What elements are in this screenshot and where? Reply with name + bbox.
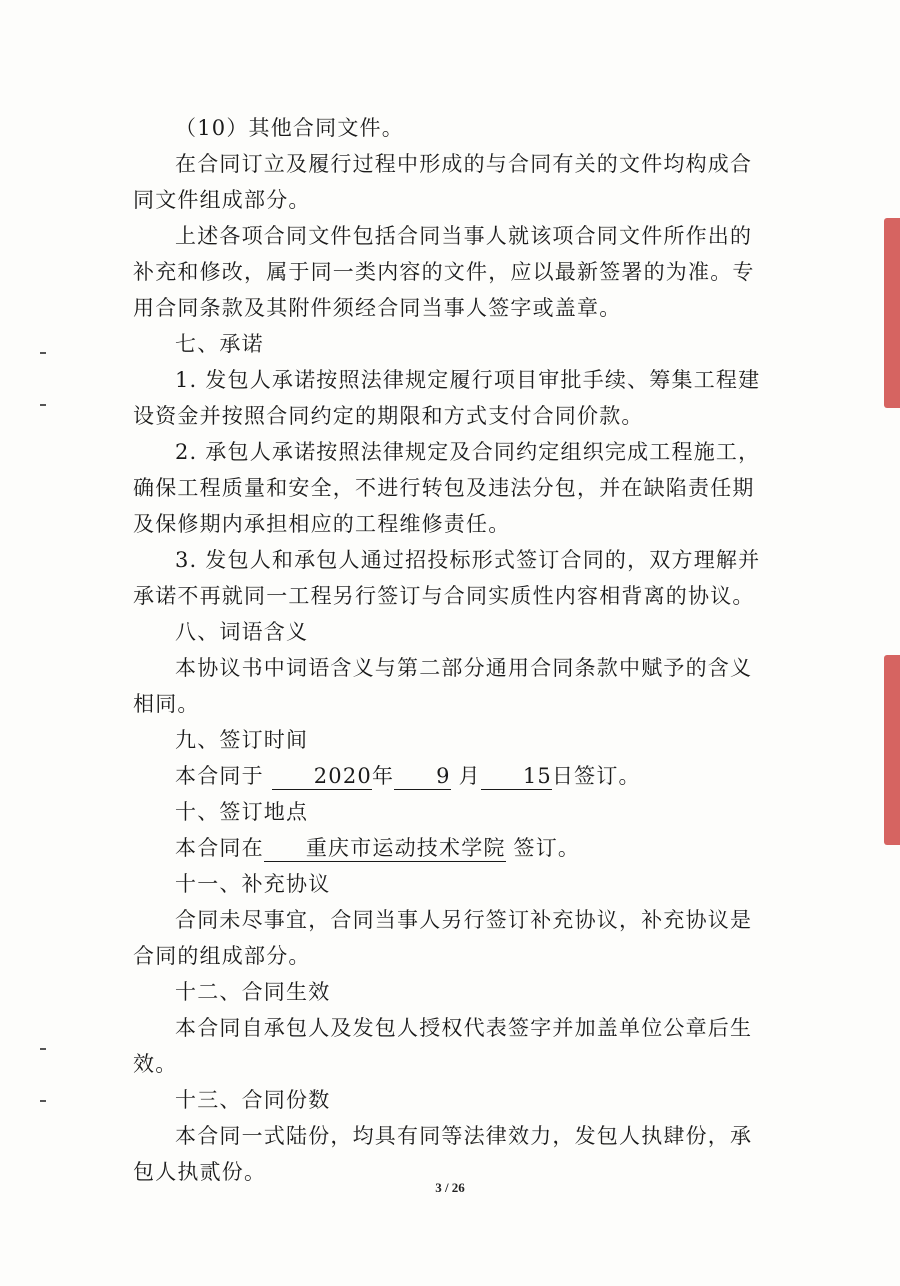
signing-place-suffix: 签订。 [513,836,581,860]
paragraph-docs-composition: 在合同订立及履行过程中形成的与合同有关的文件均构成合同文件组成部分。 [133,152,753,212]
page-number: 3 / 26 [435,1180,465,1195]
section-11-body: 合同未尽事宜，合同当事人另行签订补充协议，补充协议是合同的组成部分。 [133,908,753,968]
section-9-title: 九、签订时间 [175,728,309,752]
section-10-title: 十、签订地点 [175,800,309,824]
signing-place: 重庆市运动技术学院 [264,835,506,862]
signing-month-unit: 月 [458,764,481,788]
section-8-body: 本协议书中词语含义与第二部分通用合同条款中赋予的含义相同。 [133,656,753,716]
paragraph-other-docs: （10）其他合同文件。 [175,116,404,140]
margin-mark [40,1048,46,1050]
signing-year-unit: 年 [371,764,395,788]
section-7-title: 七、承诺 [175,332,264,356]
paragraph-docs-priority: 上述各项合同文件包括合同当事人就该项合同文件所作出的补充和修改，属于同一类内容的文件，应以最新签署的为准。专用合同条款及其附件须经合同当事人签字或盖章。 [133,224,755,320]
section-7-item-1: 1. 发包人承诺按照法律规定履行项目审批手续、筹集工程建设资金并按照合同约定的期限和方式支付合同价款。 [133,368,761,428]
signing-place-prefix: 本合同在 [175,836,264,860]
seal-stamp-edge-bottom [884,655,900,845]
seal-stamp-edge-top [884,218,900,408]
signing-month: 9 [394,763,451,790]
signing-date-prefix: 本合同于 [175,764,264,788]
margin-mark [40,404,46,406]
section-12-body: 本合同自承包人及发包人授权代表签字并加盖单位公章后生效。 [133,1016,753,1076]
signing-day: 15 [481,763,552,790]
signing-year: 2020 [272,763,372,790]
section-13-title: 十三、合同份数 [175,1088,331,1112]
section-8-title: 八、词语含义 [175,620,309,644]
contract-body [133,110,773,1190]
section-12-title: 十二、合同生效 [175,980,331,1004]
section-13-body: 本合同一式陆份，均具有同等法律效力，发包人执肆份，承包人执贰份。 [133,1124,753,1184]
signing-date-suffix: 日签订。 [551,764,641,788]
margin-mark [40,1100,46,1102]
section-11-title: 十一、补充协议 [175,872,331,896]
section-10-body [133,830,773,866]
section-7-item-3: 3. 发包人和承包人通过招投标形式签订合同的，双方理解并承诺不再就同一工程另行签订与合同实质性内容相背离的协议。 [133,548,761,608]
margin-mark [40,352,46,354]
section-9-body [133,758,773,794]
section-7-item-2: 2. 承包人承诺按照法律规定及合同约定组织完成工程施工，确保工程质量和安全，不进行转包及违法分包，并在缺陷责任期及保修期内承担相应的工程维修责任。 [133,440,761,536]
